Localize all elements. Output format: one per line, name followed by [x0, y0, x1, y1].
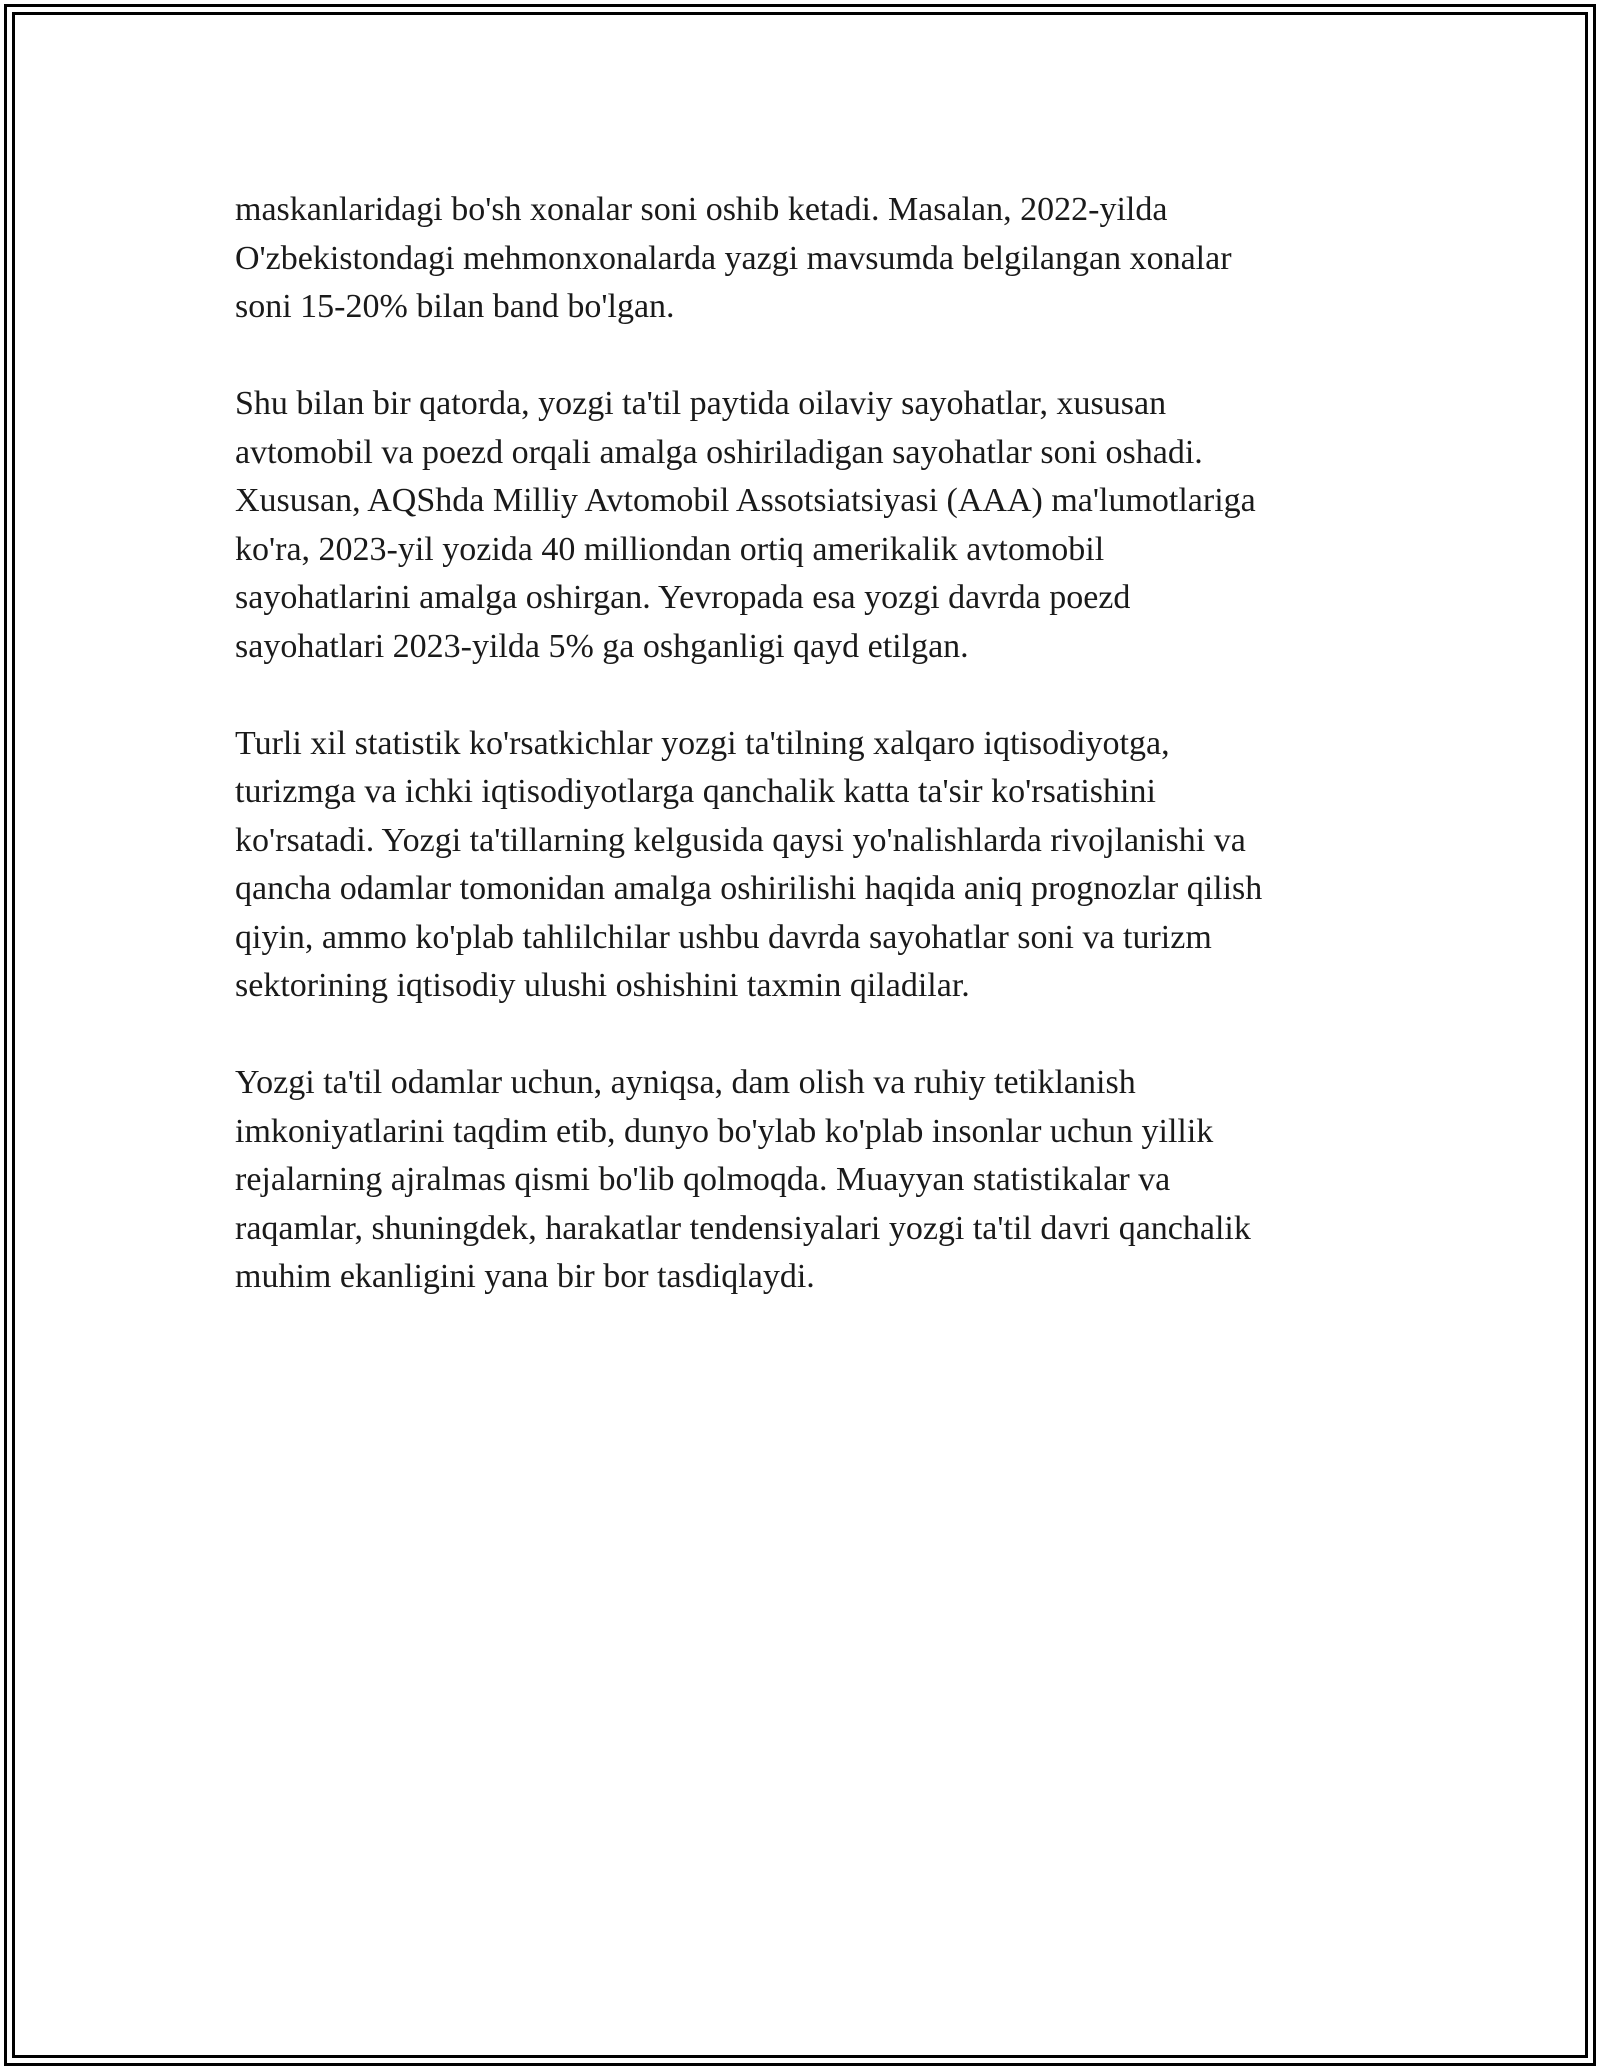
text-line: sayohatlarini amalga oshirgan. Yevropada esa yozgi davrda poezd — [235, 579, 1131, 616]
text-line: sayohatlari 2023-yilda 5% ga oshganligi qayd etilgan. — [235, 627, 969, 665]
text-line: Xususan, AQShda Milliy Avtomobil Assotsiatsiyasi (AAA) ma'lumotlariga — [235, 482, 1256, 519]
text-line: Yozgi ta'til odamlar uchun, ayniqsa, dam olish va ruhiy tetiklanish — [235, 1064, 1136, 1101]
text-line: raqamlar, shuningdek, harakatlar tendensiyalari yozgi ta'til davri qanchalik — [235, 1209, 1251, 1247]
text-line: qiyin, ammo ko'plab tahlilchilar ushbu davrda sayohatlar soni va turizm — [235, 918, 1212, 956]
text-line: qancha odamlar tomonidan amalga oshirilishi haqida aniq prognozlar qilish — [235, 870, 1263, 907]
text-line: Turli xil statistik ko'rsatkichlar yozgi ta'tilning xalqaro iqtisodiyotga, — [235, 724, 1170, 762]
text-line: ko'rsatadi. Yozgi ta'tillarning kelgusida qaysi yo'nalishlarda rivojlanishi va — [235, 821, 1246, 859]
text-line: imkoniyatlarini taqdim etib, dunyo bo'ylab ko'plab insonlar uchun yillik — [235, 1112, 1214, 1150]
text-line: turizmga va ichki iqtisodiyotlarga qanchalik katta ta'sir ko'rsatishini — [235, 773, 1156, 810]
text-line: Shu bilan bir qatorda, yozgi ta'til paytida oilaviy sayohatlar, xususan — [235, 385, 1167, 422]
text-line: O'zbekistondagi mehmonxonalarda yazgi mavsumda belgilangan xonalar — [235, 239, 1232, 277]
text-line: ko'ra, 2023-yil yozida 40 milliondan ortiq amerikalik avtomobil — [235, 530, 1105, 568]
paragraph-1 — [235, 186, 1365, 332]
text-line: muhim ekanligini yana bir bor tasdiqlaydi. — [235, 1258, 815, 1295]
text-line: rejalarning ajralmas qismi bo'lib qolmoqda. Muayyan statistikalar va — [235, 1161, 1171, 1198]
text-line: soni 15-20% bilan band bo'lgan. — [235, 288, 675, 325]
text-line: avtomobil va poezd orqali amalga oshiriladigan sayohatlar soni oshadi. — [235, 433, 1203, 471]
paragraph-2 — [235, 380, 1365, 671]
text-line: maskanlaridagi bo'sh xonalar soni oshib ketadi. Masalan, 2022-yilda — [235, 191, 1168, 228]
text-line: sektorining iqtisodiy ulushi oshishini taxmin qiladilar. — [235, 967, 970, 1004]
document-body — [235, 186, 1365, 1350]
paragraph-4 — [235, 1059, 1365, 1302]
paragraph-3 — [235, 720, 1365, 1011]
